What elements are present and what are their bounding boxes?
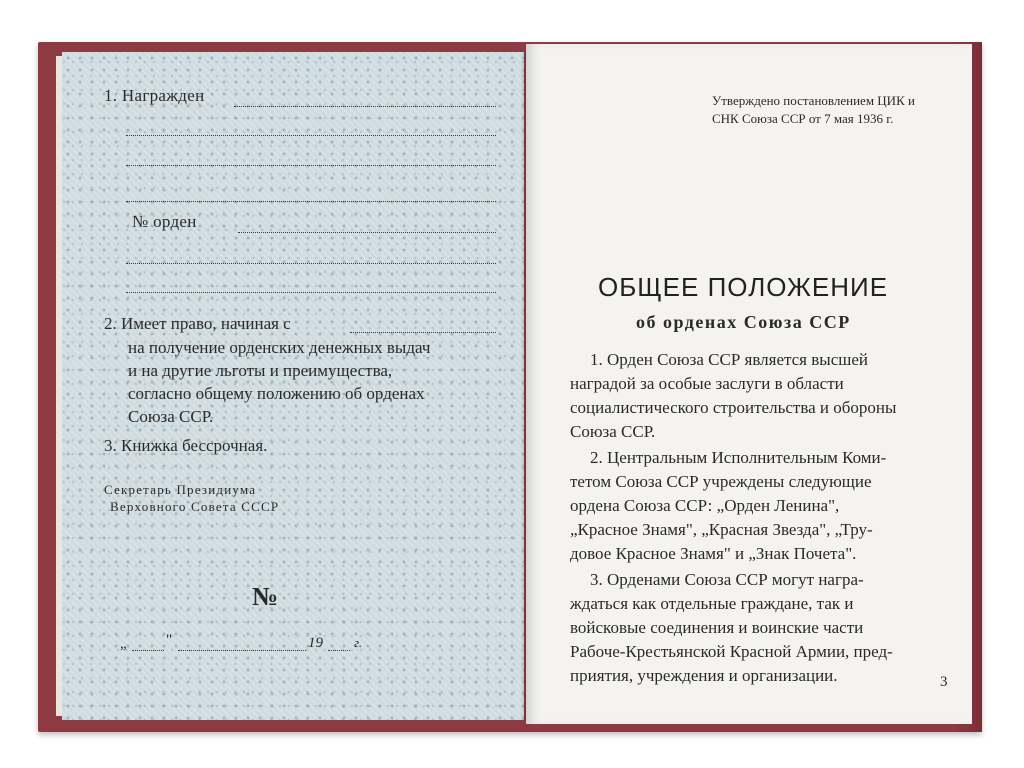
page-number: 3 [940, 674, 948, 690]
date-quote-open: „ [120, 636, 127, 652]
item3: 3. Книжка бессрочная. [104, 436, 268, 455]
date-quote-close: " [166, 632, 173, 648]
awarded-line-1 [234, 106, 496, 107]
p1-line4: Союза ССР. [570, 422, 656, 441]
p2-line5: довое Красное Знамя" и „Знак Почета". [570, 544, 857, 563]
p2-line1: 2. Центральным Исполнительным Коми- [590, 448, 887, 467]
order-line-2 [126, 263, 496, 264]
approval-line2: СНК Союза ССР от 7 мая 1936 г. [712, 111, 894, 126]
date-month-line [178, 650, 306, 651]
number-sign: № [252, 582, 279, 611]
p3-line1: 3. Орденами Союза ССР могут награ- [590, 570, 864, 589]
date-day-line [132, 650, 164, 651]
approval-line1: Утверждено постановлением ЦИК и [712, 93, 915, 108]
date-suffix: г. [354, 635, 363, 650]
right-page [526, 44, 972, 724]
awarded-line-4 [126, 201, 496, 202]
p2-line4: „Красное Знамя", „Красная Звезда", „Тру- [570, 520, 873, 539]
p1-line1: 1. Орден Союза ССР является высшей [590, 350, 868, 369]
p2-line2: тетом Союза ССР учреждены следующие [570, 472, 872, 491]
order-line-1 [238, 232, 496, 233]
item2-line3: и на другие льготы и преимущества, [128, 361, 393, 380]
document-subtitle: об орденах Союза ССР [636, 312, 851, 332]
p3-line3: войсковые соединения и воинские части [570, 618, 864, 637]
p3-line4: Рабоче-Крестьянской Красной Армии, пред- [570, 642, 893, 661]
date-year-line [328, 650, 350, 651]
item2-line2: на получение орденских денежных выдач [128, 338, 431, 357]
secretary-line1: Секретарь Президиума [104, 482, 257, 497]
item2-line4: согласно общему положению об орденах [128, 384, 425, 403]
order-number-label: № орден [132, 212, 197, 231]
start-date-line [350, 332, 496, 333]
left-page [62, 52, 524, 720]
awarded-label: 1. Награжден [104, 86, 205, 105]
awarded-line-2 [126, 135, 496, 136]
p2-line3: ордена Союза ССР: „Орден Ленина", [570, 496, 840, 515]
order-line-3 [126, 292, 496, 293]
item2-line5: Союза ССР. [128, 407, 214, 426]
awarded-line-3 [126, 165, 496, 166]
p1-line2: наградой за особые заслуги в области [570, 374, 844, 393]
p3-line5: приятия, учреждения и организации. [570, 666, 838, 685]
document-title: ОБЩЕЕ ПОЛОЖЕНИЕ [598, 272, 889, 302]
p3-line2: ждаться как отдельные граждане, так и [570, 594, 854, 613]
p1-line3: социалистического строительства и обороны [570, 398, 897, 417]
secretary-line2: Верховного Совета СССР [110, 499, 280, 514]
item2-line1: 2. Имеет право, начиная с [104, 314, 291, 333]
date-year: 19 [308, 635, 323, 651]
